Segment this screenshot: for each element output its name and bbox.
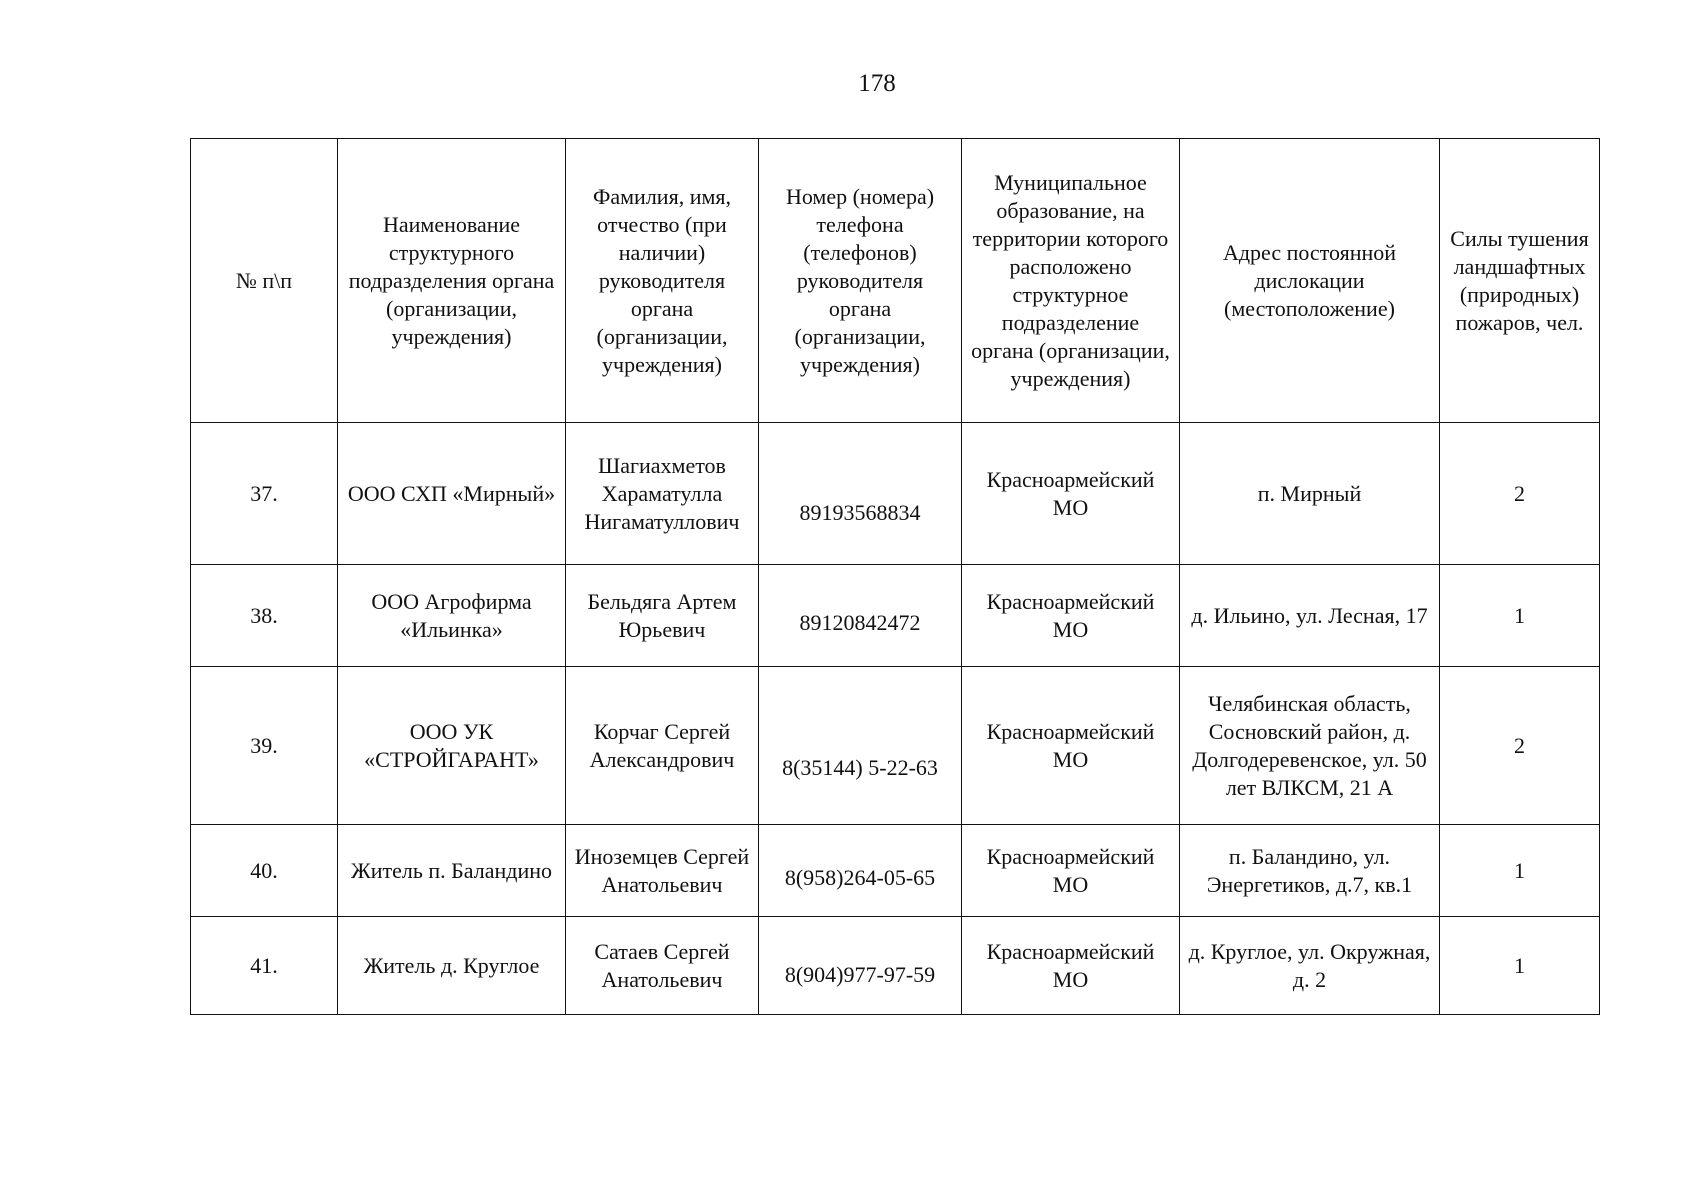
row-phone: 89120842472 <box>759 565 962 667</box>
row-municipality: Красноармейский МО <box>962 423 1180 565</box>
fire-forces-table <box>190 138 1600 1015</box>
row-number: 40. <box>191 825 338 917</box>
header-unit-name: Наименование структурного подразделения органа (организации, учреждения) <box>338 139 566 423</box>
row-forces: 1 <box>1440 825 1600 917</box>
row-number: 39. <box>191 667 338 825</box>
row-phone: 89193568834 <box>759 423 962 565</box>
row-address: д. Круглое, ул. Окружная, д. 2 <box>1180 917 1440 1015</box>
table-row <box>191 565 1600 667</box>
table-row <box>191 423 1600 565</box>
row-phone: 8(904)977-97-59 <box>759 917 962 1015</box>
row-municipality: Красноармейский МО <box>962 565 1180 667</box>
row-number: 38. <box>191 565 338 667</box>
table-row <box>191 667 1600 825</box>
table-header-row <box>191 139 1600 423</box>
row-municipality: Красноармейский МО <box>962 917 1180 1015</box>
row-forces: 1 <box>1440 917 1600 1015</box>
header-number: № п\п <box>191 139 338 423</box>
row-address: п. Баландино, ул. Энергетиков, д.7, кв.1 <box>1180 825 1440 917</box>
row-head-name: Иноземцев Сергей Анатольевич <box>566 825 759 917</box>
row-unit-name: Житель п. Баландино <box>338 825 566 917</box>
row-forces: 2 <box>1440 667 1600 825</box>
row-head-name: Корчаг Сергей Александрович <box>566 667 759 825</box>
row-forces: 1 <box>1440 565 1600 667</box>
row-address: Челябинская область, Сосновский район, д. Долгодеревенское, ул. 50 лет ВЛКСМ, 21 А <box>1180 667 1440 825</box>
row-head-name: Сатаев Сергей Анатольевич <box>566 917 759 1015</box>
row-head-name: Бельдяга Артем Юрьевич <box>566 565 759 667</box>
header-phone: Номер (номера) телефона (телефонов) руководителя органа (организации, учреждения) <box>759 139 962 423</box>
table-row <box>191 825 1600 917</box>
header-forces: Силы тушения ландшафтных (природных) пожаров, чел. <box>1440 139 1600 423</box>
header-address: Адрес постоянной дислокации (местоположение) <box>1180 139 1440 423</box>
row-number: 37. <box>191 423 338 565</box>
row-forces: 2 <box>1440 423 1600 565</box>
row-head-name: Шагиахметов Хараматулла Нигаматуллович <box>566 423 759 565</box>
row-number: 41. <box>191 917 338 1015</box>
row-address: д. Ильино, ул. Лесная, 17 <box>1180 565 1440 667</box>
row-phone: 8(958)264-05-65 <box>759 825 962 917</box>
header-municipality: Муниципальное образование, на территории которого расположено структурное подразделение органа (организации, учреждения) <box>962 139 1180 423</box>
row-unit-name: ООО УК «СТРОЙГАРАНТ» <box>338 667 566 825</box>
row-municipality: Красноармейский МО <box>962 667 1180 825</box>
row-municipality: Красноармейский МО <box>962 825 1180 917</box>
row-unit-name: Житель д. Круглое <box>338 917 566 1015</box>
table-row <box>191 917 1600 1015</box>
row-unit-name: ООО Агрофирма «Ильинка» <box>338 565 566 667</box>
row-phone: 8(35144) 5-22-63 <box>759 667 962 825</box>
row-unit-name: ООО СХП «Мирный» <box>338 423 566 565</box>
page-number: 178 <box>858 70 896 97</box>
row-address: п. Мирный <box>1180 423 1440 565</box>
header-head-name: Фамилия, имя, отчество (при наличии) руководителя органа (организации, учреждения) <box>566 139 759 423</box>
